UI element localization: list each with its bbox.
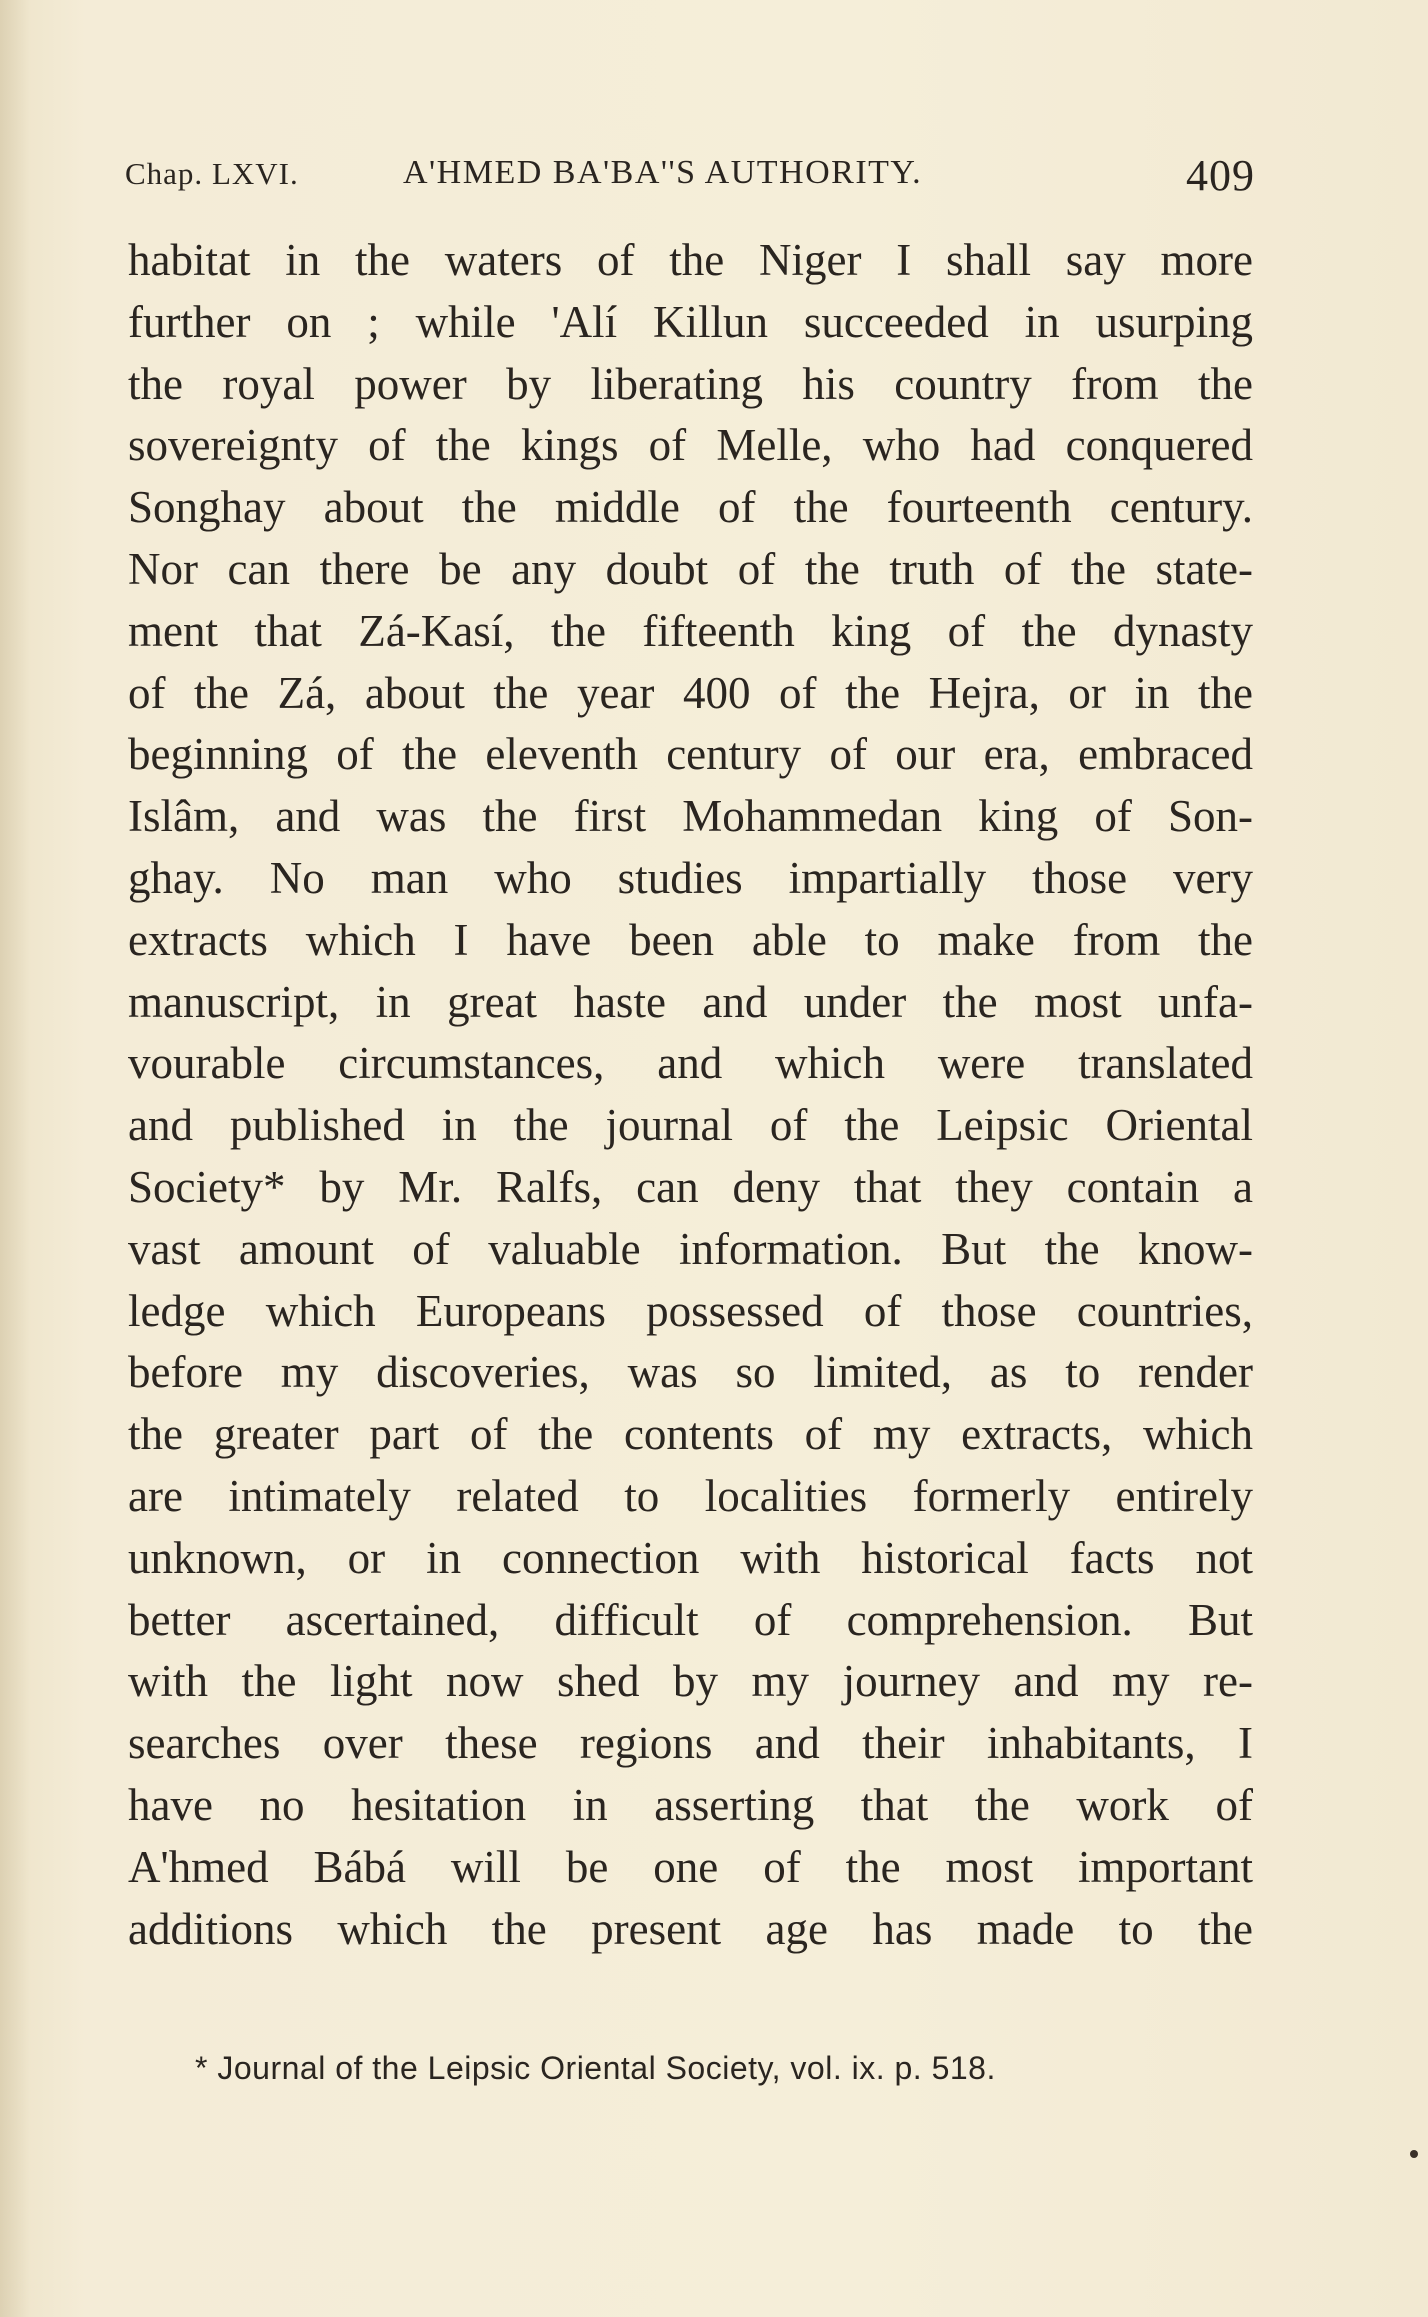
text-line: vourable circumstances, and which were translated [128, 1038, 1253, 1089]
chapter-label [125, 156, 299, 192]
text-line: A'hmed Bábá will be one of the most important [128, 1841, 1253, 1892]
text-line: are intimately related to localities formerly entirely [128, 1470, 1253, 1521]
text-line: before my discoveries, was so limited, as to render [128, 1347, 1253, 1398]
text-line: of the Zá, about the year 400 of the Hejra, or in the [128, 667, 1253, 718]
text-line: additions which the present age has made to the [128, 1903, 1253, 1954]
text-line: Society* by Mr. Ralfs, can deny that they contain a [128, 1161, 1253, 1212]
text-line: ghay. No man who studies impartially those very [128, 852, 1253, 903]
text-line: searches over these regions and their inhabitants, I [128, 1718, 1253, 1769]
text-line: manuscript, in great haste and under the most unfa- [128, 976, 1253, 1027]
text-line: better ascertained, difficult of comprehension. But [128, 1594, 1253, 1645]
text-line: extracts which I have been able to make from the [128, 914, 1253, 965]
text-line: the greater part of the contents of my extracts, which [128, 1409, 1253, 1460]
chapter-number: LXVI. [211, 156, 299, 191]
chapter-prefix: Chap. [125, 156, 204, 191]
text-line: further on ; while 'Alí Killun succeeded in usurping [128, 296, 1253, 347]
text-line: Nor can there be any doubt of the truth of the state- [128, 543, 1253, 594]
running-header [125, 150, 1255, 210]
text-line: ledge which Europeans possessed of those countries, [128, 1285, 1253, 1336]
text-line: Islâm, and was the first Mohammedan king of Son- [128, 791, 1253, 842]
page-number: 409 [1186, 151, 1255, 200]
text-line: ment that Zá-Kasí, the fifteenth king of the dynasty [128, 605, 1253, 656]
text-line: have no hesitation in asserting that the work of [128, 1779, 1253, 1830]
text-line: unknown, or in connection with historical facts not [128, 1532, 1253, 1583]
running-title: A'HMED BA'BA''S AUTHORITY. [403, 154, 923, 191]
page-fold-shadow [0, 0, 30, 2317]
body-text [128, 230, 1253, 1960]
footnote: * Journal of the Leipsic Oriental Society, vol. ix. p. 518. [195, 2050, 996, 2086]
text-line: vast amount of valuable information. But the know- [128, 1223, 1253, 1274]
text-line: Songhay about the middle of the fourteenth century. [128, 482, 1253, 533]
text-line: beginning of the eleventh century of our era, embraced [128, 729, 1253, 780]
text-line: habitat in the waters of the Niger I shall say more [128, 235, 1253, 285]
text-line: sovereignty of the kings of Melle, who had conquered [128, 420, 1253, 471]
text-line: the royal power by liberating his country from the [128, 358, 1253, 409]
text-line: with the light now shed by my journey and my re- [128, 1656, 1253, 1707]
text-line: and published in the journal of the Leipsic Oriental [128, 1100, 1253, 1151]
ink-speck [1410, 2150, 1418, 2158]
